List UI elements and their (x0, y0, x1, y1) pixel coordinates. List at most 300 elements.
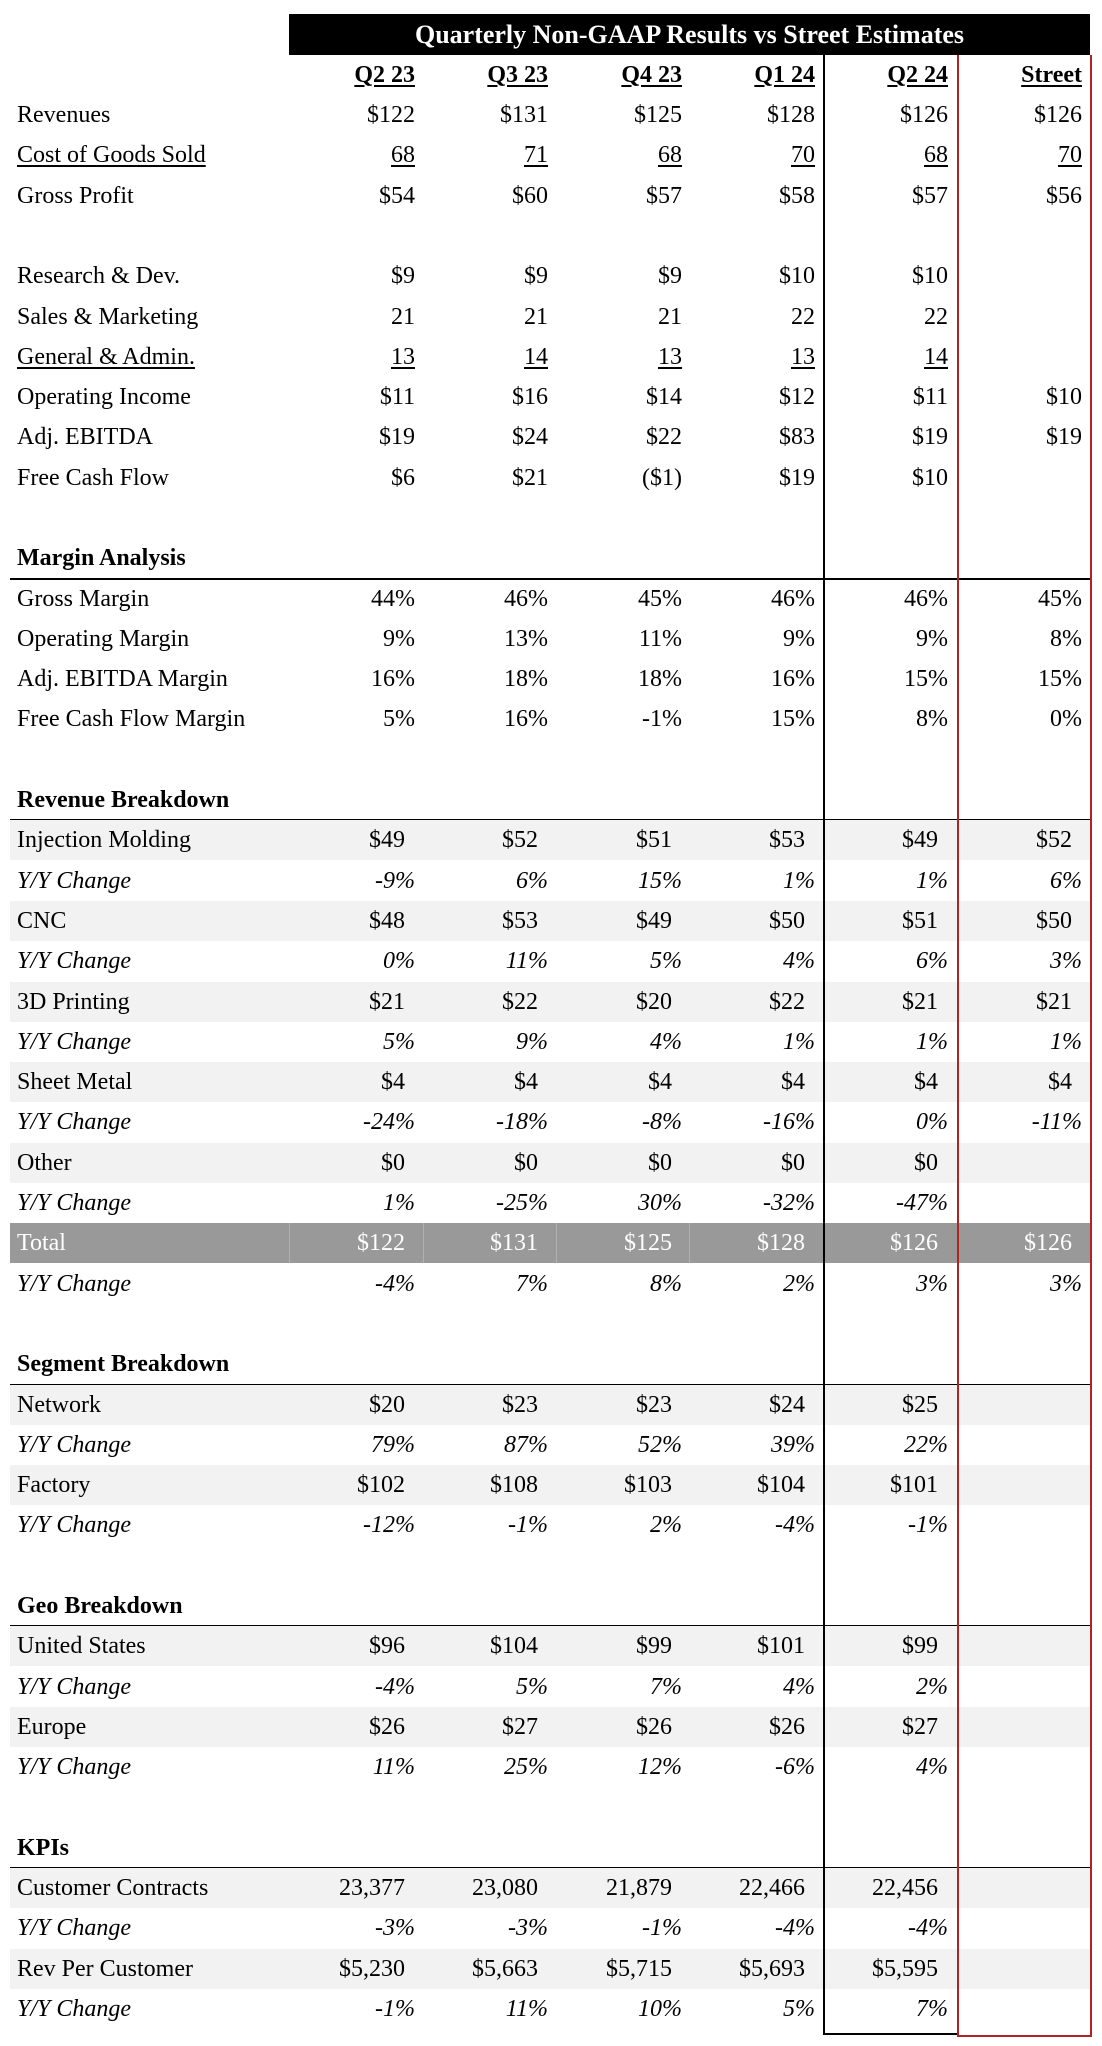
cell-q3-23: $53 (502, 908, 538, 934)
table-row-gross-margin (0, 579, 1102, 619)
cell-q2-24: 14 (924, 344, 948, 370)
table-row-y-y-change (0, 1989, 1102, 2029)
cell-q3-23: $5,663 (472, 1956, 538, 1982)
row-label: Y/Y Change (17, 1271, 132, 1297)
cell-street: $4 (1048, 1069, 1072, 1095)
row-label: Injection Molding (17, 827, 191, 853)
row-label: Operating Margin (17, 626, 190, 652)
table-row-y-y-change (0, 1667, 1102, 1707)
cell-q2-23: $102 (357, 1472, 405, 1498)
table-row-free-cash-flow-margin (0, 699, 1102, 739)
table-row-y-y-change (0, 861, 1102, 901)
row-label: Adj. EBITDA (17, 424, 153, 450)
cell-q3-23: $104 (490, 1633, 538, 1659)
cell-q4-23: 52% (638, 1432, 682, 1458)
cell-q2-24: $51 (902, 908, 938, 934)
cell-q2-23: 68 (391, 142, 415, 168)
cell-q4-23: 11% (638, 626, 682, 652)
table-row-y-y-change (0, 1505, 1102, 1545)
table-row-y-y-change (0, 1264, 1102, 1304)
col-header-q2-23: Q2 23 (354, 62, 415, 88)
cell-q2-23: -1% (375, 1996, 415, 2022)
cell-street: 3% (1050, 948, 1082, 974)
row-label: Y/Y Change (17, 1432, 132, 1458)
cell-q3-23: 87% (504, 1432, 548, 1458)
cell-q2-23: $9 (391, 263, 415, 289)
cell-q1-24: 5% (783, 1996, 815, 2022)
cell-q4-23: $49 (636, 908, 672, 934)
cell-q3-23: $22 (502, 989, 538, 1015)
table-row-injection-molding (10, 820, 1090, 860)
cell-q2-23: $48 (369, 908, 405, 934)
row-label: Other (17, 1150, 72, 1176)
section-title: Revenue Breakdown (17, 787, 230, 813)
total-cell-divider (289, 1223, 290, 1263)
table-row-europe (10, 1707, 1090, 1747)
table-row-y-y-change (0, 1022, 1102, 1062)
cell-q4-23: 5% (650, 948, 682, 974)
cell-q1-24: -16% (763, 1109, 815, 1135)
row-label: Gross Profit (17, 183, 134, 209)
cell-street: 45% (1038, 586, 1082, 612)
cell-q3-23: 11% (505, 1996, 548, 2022)
cell-q3-23: $52 (502, 827, 538, 853)
row-label: Network (17, 1392, 101, 1418)
cell-q4-23: 12% (638, 1754, 682, 1780)
cell-q4-23: $9 (658, 263, 682, 289)
cell-q1-24: -4% (775, 1512, 815, 1538)
cell-q2-24: 1% (916, 1029, 948, 1055)
cell-q3-23: $60 (512, 183, 548, 209)
table-row-cnc (10, 901, 1090, 941)
cell-q1-24: 4% (783, 948, 815, 974)
section-title: Segment Breakdown (17, 1351, 230, 1377)
cell-q4-23: $5,715 (606, 1956, 672, 1982)
cell-q1-24: $101 (757, 1633, 805, 1659)
cell-q1-24: -4% (775, 1915, 815, 1941)
table-row-cost-of-goods-sold (0, 135, 1102, 175)
cell-q4-23: $23 (636, 1392, 672, 1418)
current-quarter-divider (823, 55, 825, 2035)
cell-q2-23: 79% (371, 1432, 415, 1458)
cell-q3-23: $4 (514, 1069, 538, 1095)
row-label: Factory (17, 1472, 91, 1498)
cell-q1-24: $5,693 (739, 1956, 805, 1982)
cell-q3-23: 25% (504, 1754, 548, 1780)
cell-street: 6% (1050, 868, 1082, 894)
cell-q2-23: -12% (363, 1512, 415, 1538)
row-label: Gross Margin (17, 586, 150, 612)
cell-q1-24: $19 (779, 465, 815, 491)
row-label: Sheet Metal (17, 1069, 133, 1095)
cell-street: 8% (1050, 626, 1082, 652)
cell-street: 3% (1050, 1271, 1082, 1297)
table-row-adj-ebitda (0, 417, 1102, 457)
table-row-3d-printing (10, 982, 1090, 1022)
table-row-gross-profit (0, 176, 1102, 216)
cell-q2-23: $11 (379, 384, 415, 410)
cell-q4-23: 13 (658, 344, 682, 370)
cell-q3-23: 9% (516, 1029, 548, 1055)
cell-q2-24: $11 (912, 384, 948, 410)
cell-q2-24: $27 (902, 1714, 938, 1740)
cell-q2-23: 11% (372, 1754, 415, 1780)
row-label: Y/Y Change (17, 948, 132, 974)
cell-q3-23: 18% (504, 666, 548, 692)
table-row-total (10, 1223, 1090, 1263)
cell-q2-24: 6% (916, 948, 948, 974)
cell-street: 70 (1058, 142, 1082, 168)
row-label: Cost of Goods Sold (17, 142, 206, 168)
cell-q3-23: 46% (504, 586, 548, 612)
cell-q2-23: 21 (391, 304, 415, 330)
cell-q4-23: $99 (636, 1633, 672, 1659)
cell-q2-24: 4% (916, 1754, 948, 1780)
cell-q1-24: -6% (775, 1754, 815, 1780)
cell-q2-23: $20 (369, 1392, 405, 1418)
cell-q1-24: 1% (783, 1029, 815, 1055)
cell-q4-23: -8% (642, 1109, 682, 1135)
cell-q4-23: $0 (648, 1150, 672, 1176)
row-label: Operating Income (17, 384, 191, 410)
cell-q2-23: -4% (375, 1271, 415, 1297)
cell-q2-24: $5,595 (872, 1956, 938, 1982)
table-row-sales-marketing (0, 297, 1102, 337)
section-header (0, 538, 1102, 578)
col-header-q3-23: Q3 23 (487, 62, 548, 88)
cell-q2-24: $10 (912, 465, 948, 491)
cell-q3-23: $27 (502, 1714, 538, 1740)
row-label: Y/Y Change (17, 1029, 132, 1055)
row-label: CNC (17, 908, 67, 934)
cell-q4-23: 18% (638, 666, 682, 692)
street-column-outline (957, 55, 1092, 2037)
cell-q3-23: $108 (490, 1472, 538, 1498)
cell-q1-24: 70 (791, 142, 815, 168)
cell-q2-24: $0 (914, 1150, 938, 1176)
cell-q2-24: $99 (902, 1633, 938, 1659)
cell-q2-23: $6 (391, 465, 415, 491)
cell-q1-24: $4 (781, 1069, 805, 1095)
cell-q3-23: 21 (524, 304, 548, 330)
cell-q2-24: $19 (912, 424, 948, 450)
table-row-research-dev (0, 256, 1102, 296)
cell-q1-24: $10 (779, 263, 815, 289)
total-cell-divider (423, 1223, 424, 1263)
cell-q2-24: -47% (896, 1190, 948, 1216)
cell-q4-23: 21,879 (606, 1875, 672, 1901)
cell-q4-23: $57 (646, 183, 682, 209)
cell-q2-23: $21 (369, 989, 405, 1015)
table-row-operating-income (0, 377, 1102, 417)
cell-q2-23: 44% (371, 586, 415, 612)
cell-q1-24: $128 (767, 102, 815, 128)
cell-street: $19 (1046, 424, 1082, 450)
cell-q1-24: $0 (781, 1150, 805, 1176)
cell-q2-24: $25 (902, 1392, 938, 1418)
cell-street: $50 (1036, 908, 1072, 934)
cell-street: $10 (1046, 384, 1082, 410)
cell-street: $52 (1036, 827, 1072, 853)
table-row-y-y-change (0, 1908, 1102, 1948)
cell-q1-24: 13 (791, 344, 815, 370)
cell-q2-23: 9% (383, 626, 415, 652)
cell-q3-23: 13% (504, 626, 548, 652)
table-row-united-states (10, 1626, 1090, 1666)
table-row-y-y-change (0, 1747, 1102, 1787)
cell-q2-23: 13 (391, 344, 415, 370)
cell-q3-23: -18% (496, 1109, 548, 1135)
cell-q1-24: $50 (769, 908, 805, 934)
cell-q4-23: $4 (648, 1069, 672, 1095)
cell-street: $126 (1034, 102, 1082, 128)
cell-q1-24: 22,466 (739, 1875, 805, 1901)
cell-q1-24: $83 (779, 424, 815, 450)
cell-street: 0% (1050, 706, 1082, 732)
cell-q2-23: $4 (381, 1069, 405, 1095)
table-row-y-y-change (0, 941, 1102, 981)
row-label: Adj. EBITDA Margin (17, 666, 228, 692)
cell-q2-24: 22% (904, 1432, 948, 1458)
table-row-network (10, 1385, 1090, 1425)
cell-q3-23: 16% (504, 706, 548, 732)
cell-q1-24: -32% (763, 1190, 815, 1216)
table-row-sheet-metal (10, 1062, 1090, 1102)
cell-q1-24: $128 (757, 1230, 805, 1256)
cell-q1-24: 39% (771, 1432, 815, 1458)
cell-q2-24: 3% (916, 1271, 948, 1297)
row-label: Y/Y Change (17, 1996, 132, 2022)
cell-q2-24: 9% (916, 626, 948, 652)
cell-q4-23: $103 (624, 1472, 672, 1498)
row-label: Research & Dev. (17, 263, 181, 289)
cell-q3-23: $23 (502, 1392, 538, 1418)
cell-q3-23: 71 (524, 142, 548, 168)
row-label: Free Cash Flow Margin (17, 706, 246, 732)
col-header-q2-24: Q2 24 (887, 62, 948, 88)
cell-q2-23: $49 (369, 827, 405, 853)
cell-q4-23: $26 (636, 1714, 672, 1740)
row-label: Customer Contracts (17, 1875, 209, 1901)
col-header-q4-23: Q4 23 (621, 62, 682, 88)
cell-q3-23: $9 (524, 263, 548, 289)
cell-street: -11% (1031, 1109, 1082, 1135)
cell-q2-23: $0 (381, 1150, 405, 1176)
row-label: Y/Y Change (17, 868, 132, 894)
cell-q3-23: -25% (496, 1190, 548, 1216)
cell-q2-23: $26 (369, 1714, 405, 1740)
cell-q2-24: $21 (902, 989, 938, 1015)
cell-q4-23: $20 (636, 989, 672, 1015)
cell-q2-23: $122 (357, 1230, 405, 1256)
cell-q1-24: $26 (769, 1714, 805, 1740)
cell-q2-23: $19 (379, 424, 415, 450)
section-title: Margin Analysis (17, 545, 186, 571)
row-label: Y/Y Change (17, 1109, 132, 1135)
table-row-customer-contracts (10, 1868, 1090, 1908)
cell-q3-23: 6% (516, 868, 548, 894)
cell-q2-23: 0% (383, 948, 415, 974)
table-row-operating-margin (0, 619, 1102, 659)
cell-q1-24: $104 (757, 1472, 805, 1498)
cell-q3-23: $131 (500, 102, 548, 128)
section-header (0, 1586, 1102, 1626)
cell-q2-23: 23,377 (339, 1875, 405, 1901)
cell-q4-23: -1% (642, 1915, 682, 1941)
cell-q2-23: 5% (383, 1029, 415, 1055)
cell-q2-24: 1% (916, 868, 948, 894)
cell-q1-24: $24 (769, 1392, 805, 1418)
row-label: Revenues (17, 102, 111, 128)
row-label: Free Cash Flow (17, 465, 169, 491)
cell-q3-23: -1% (508, 1512, 548, 1538)
cell-q4-23: $125 (634, 102, 682, 128)
cell-q4-23: $14 (646, 384, 682, 410)
cell-street: 1% (1050, 1029, 1082, 1055)
section-title: Geo Breakdown (17, 1593, 183, 1619)
table-title: Quarterly Non-GAAP Results vs Street Estimates (289, 14, 1090, 55)
cell-q2-24: -4% (908, 1915, 948, 1941)
row-label: Rev Per Customer (17, 1956, 193, 1982)
row-label: Y/Y Change (17, 1754, 132, 1780)
cell-q1-24: $58 (779, 183, 815, 209)
section-header (0, 780, 1102, 820)
cell-q4-23: 15% (638, 868, 682, 894)
cell-q1-24: $12 (779, 384, 815, 410)
cell-q1-24: 1% (783, 868, 815, 894)
cell-q3-23: 5% (516, 1674, 548, 1700)
cell-q2-23: 1% (383, 1190, 415, 1216)
cell-q2-23: $122 (367, 102, 415, 128)
cell-q2-24: 7% (916, 1996, 948, 2022)
table-row-general-admin (0, 337, 1102, 377)
cell-q2-23: $5,230 (339, 1956, 405, 1982)
cell-q2-24: 0% (916, 1109, 948, 1135)
row-label: Europe (17, 1714, 87, 1740)
cell-q2-24: $57 (912, 183, 948, 209)
cell-q1-24: $22 (769, 989, 805, 1015)
table-row-revenues (0, 95, 1102, 135)
total-cell-divider (556, 1223, 557, 1263)
cell-q2-24: 8% (916, 706, 948, 732)
cell-q1-24: 2% (783, 1271, 815, 1297)
row-label: Y/Y Change (17, 1915, 132, 1941)
current-quarter-bottom-line (823, 2033, 958, 2035)
col-header-q1-24: Q1 24 (754, 62, 815, 88)
row-label: General & Admin. (17, 344, 195, 370)
table-row-rev-per-customer (10, 1949, 1090, 1989)
cell-q3-23: $131 (490, 1230, 538, 1256)
cell-street: 15% (1038, 666, 1082, 692)
cell-q2-23: -4% (375, 1674, 415, 1700)
cell-q1-24: 16% (771, 666, 815, 692)
cell-q2-23: 5% (383, 706, 415, 732)
table-row-factory (10, 1465, 1090, 1505)
cell-q4-23: 68 (658, 142, 682, 168)
cell-q1-24: 46% (771, 586, 815, 612)
table-row-other (10, 1143, 1090, 1183)
cell-q2-24: 15% (904, 666, 948, 692)
row-label: Y/Y Change (17, 1512, 132, 1538)
cell-q3-23: 14 (524, 344, 548, 370)
cell-q2-24: $49 (902, 827, 938, 853)
cell-q2-24: 22 (924, 304, 948, 330)
cell-street: $126 (1024, 1230, 1072, 1256)
cell-street: $21 (1036, 989, 1072, 1015)
cell-q4-23: -1% (642, 706, 682, 732)
cell-q2-24: 68 (924, 142, 948, 168)
cell-q2-24: $10 (912, 263, 948, 289)
section-header (0, 1344, 1102, 1384)
cell-q4-23: 10% (638, 1996, 682, 2022)
cell-q2-23: -3% (375, 1915, 415, 1941)
column-header-row (0, 55, 1102, 95)
cell-q2-24: $101 (890, 1472, 938, 1498)
cell-q4-23: $22 (646, 424, 682, 450)
row-label: Y/Y Change (17, 1190, 132, 1216)
cell-q3-23: $16 (512, 384, 548, 410)
cell-q2-24: 22,456 (872, 1875, 938, 1901)
cell-q4-23: ($1) (642, 465, 682, 491)
cell-q3-23: $0 (514, 1150, 538, 1176)
cell-q4-23: 7% (650, 1674, 682, 1700)
cell-q4-23: 2% (650, 1512, 682, 1538)
cell-q1-24: 9% (783, 626, 815, 652)
cell-q4-23: 4% (650, 1029, 682, 1055)
cell-q1-24: 4% (783, 1674, 815, 1700)
cell-q3-23: $24 (512, 424, 548, 450)
table-row-y-y-change (0, 1183, 1102, 1223)
cell-q1-24: $53 (769, 827, 805, 853)
cell-q2-24: $126 (890, 1230, 938, 1256)
cell-q3-23: $21 (512, 465, 548, 491)
cell-q4-23: 8% (650, 1271, 682, 1297)
cell-q2-23: -24% (363, 1109, 415, 1135)
cell-q4-23: 45% (638, 586, 682, 612)
cell-q2-24: $4 (914, 1069, 938, 1095)
row-label: Sales & Marketing (17, 304, 199, 330)
col-header-street: Street (1021, 62, 1082, 88)
total-cell-divider (689, 1223, 690, 1263)
cell-q3-23: 23,080 (472, 1875, 538, 1901)
section-header (0, 1828, 1102, 1868)
section-title: KPIs (17, 1835, 70, 1861)
row-label: Total (17, 1230, 66, 1256)
table-row-free-cash-flow (0, 458, 1102, 498)
table-row-adj-ebitda-margin (0, 659, 1102, 699)
table-row-y-y-change (0, 1102, 1102, 1142)
cell-q2-24: -1% (908, 1512, 948, 1538)
row-label: United States (17, 1633, 146, 1659)
cell-q2-23: $54 (379, 183, 415, 209)
cell-q2-23: 16% (371, 666, 415, 692)
cell-q4-23: 21 (658, 304, 682, 330)
cell-q2-23: -9% (375, 868, 415, 894)
cell-q4-23: $125 (624, 1230, 672, 1256)
cell-q2-23: $96 (369, 1633, 405, 1659)
cell-q3-23: 11% (505, 948, 548, 974)
cell-q3-23: 7% (516, 1271, 548, 1297)
cell-q1-24: 15% (771, 706, 815, 732)
cell-q2-24: $126 (900, 102, 948, 128)
cell-q3-23: -3% (508, 1915, 548, 1941)
row-label: Y/Y Change (17, 1674, 132, 1700)
cell-q4-23: 30% (638, 1190, 682, 1216)
cell-q4-23: $51 (636, 827, 672, 853)
cell-q1-24: 22 (791, 304, 815, 330)
table-row-y-y-change (0, 1425, 1102, 1465)
cell-q2-24: 46% (904, 586, 948, 612)
